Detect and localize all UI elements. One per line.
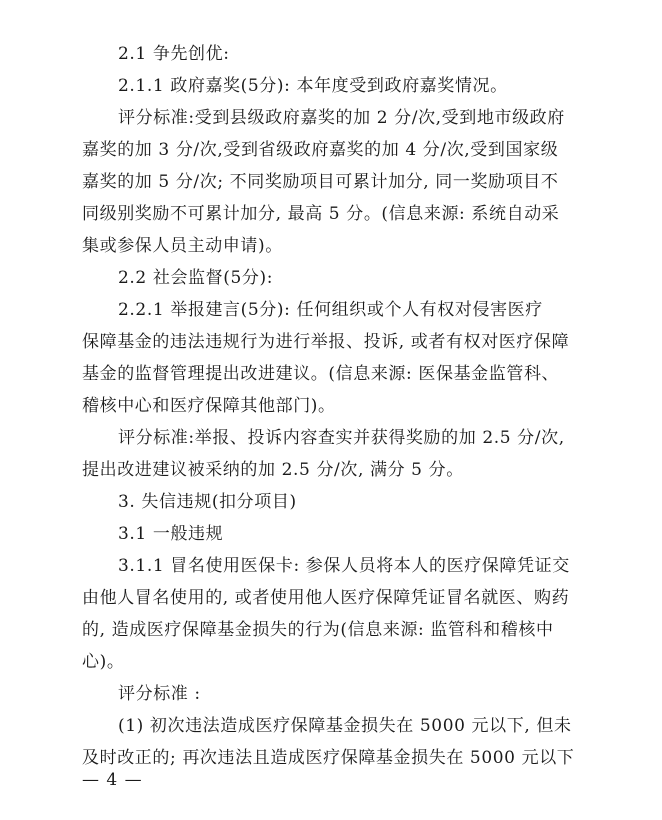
paragraph-2-2-1-line-2: 保障基金的违法违规行为进行举报、投诉, 或者有权对医疗保障	[82, 332, 570, 352]
paragraph-2-2-1-line-1: 2.2.1 举报建言(5分): 任何组织或个人有权对侵害医疗	[118, 300, 543, 320]
heading-2-2: 2.2 社会监督(5分):	[118, 268, 274, 288]
heading-3: 3. 失信违规(扣分项目)	[118, 492, 297, 512]
scoring-item-1-line-2: 及时改正的; 再次违法且造成医疗保障基金损失在 5000 元以下	[82, 748, 575, 768]
scoring-standard-3-1-1-heading: 评分标准 :	[118, 684, 201, 704]
scoring-standard-2-1-1-line-1: 评分标准:受到县级政府嘉奖的加 2 分/次,受到地市级政府	[118, 108, 565, 128]
document-body	[82, 38, 582, 774]
scoring-standard-2-1-1-line-3: 嘉奖的加 5 分/次; 不同奖励项目可累计加分, 同一奖励项目不	[82, 172, 559, 192]
paragraph-3-1-1-line-4: 心)。	[82, 652, 125, 672]
scoring-standard-2-1-1-line-4: 同级别奖励不可累计加分, 最高 5 分。(信息来源: 系统自动采	[82, 204, 560, 224]
paragraph-2-2-1-line-4: 稽核中心和医疗保障其他部门)。	[82, 396, 336, 416]
paragraph-3-1-1-line-3: 的, 造成医疗保障基金损失的行为(信息来源: 监管科和稽核中	[82, 620, 554, 640]
paragraph-3-1-1-line-1: 3.1.1 冒名使用医保卡: 参保人员将本人的医疗保障凭证交	[118, 556, 570, 576]
paragraph-3-1-1-line-2: 由他人冒名使用的, 或者使用他人医疗保障凭证冒名就医、购药	[82, 588, 570, 608]
scoring-item-1-line-1: (1) 初次违法造成医疗保障基金损失在 5000 元以下, 但未	[118, 716, 572, 736]
heading-2-1: 2.1 争先创优:	[118, 44, 230, 64]
scoring-standard-2-1-1-line-5: 集或参保人员主动申请)。	[82, 236, 283, 256]
paragraph-2-1-1: 2.1.1 政府嘉奖(5分): 本年度受到政府嘉奖情况。	[118, 76, 508, 96]
heading-3-1: 3.1 一般违规	[118, 524, 224, 544]
page-number: — 4 —	[82, 770, 143, 790]
scoring-standard-2-2-1-line-1: 评分标准:举报、投诉内容查实并获得奖励的加 2.5 分/次,	[118, 428, 565, 448]
paragraph-2-2-1-line-3: 基金的监督管理提出改进建议。(信息来源: 医保基金监管科、	[82, 364, 560, 384]
scoring-standard-2-2-1-line-2: 提出改进建议被采纳的加 2.5 分/次, 满分 5 分。	[82, 460, 464, 480]
scoring-standard-2-1-1-line-2: 嘉奖的加 3 分/次,受到省级政府嘉奖的加 4 分/次,受到国家级	[82, 140, 559, 160]
